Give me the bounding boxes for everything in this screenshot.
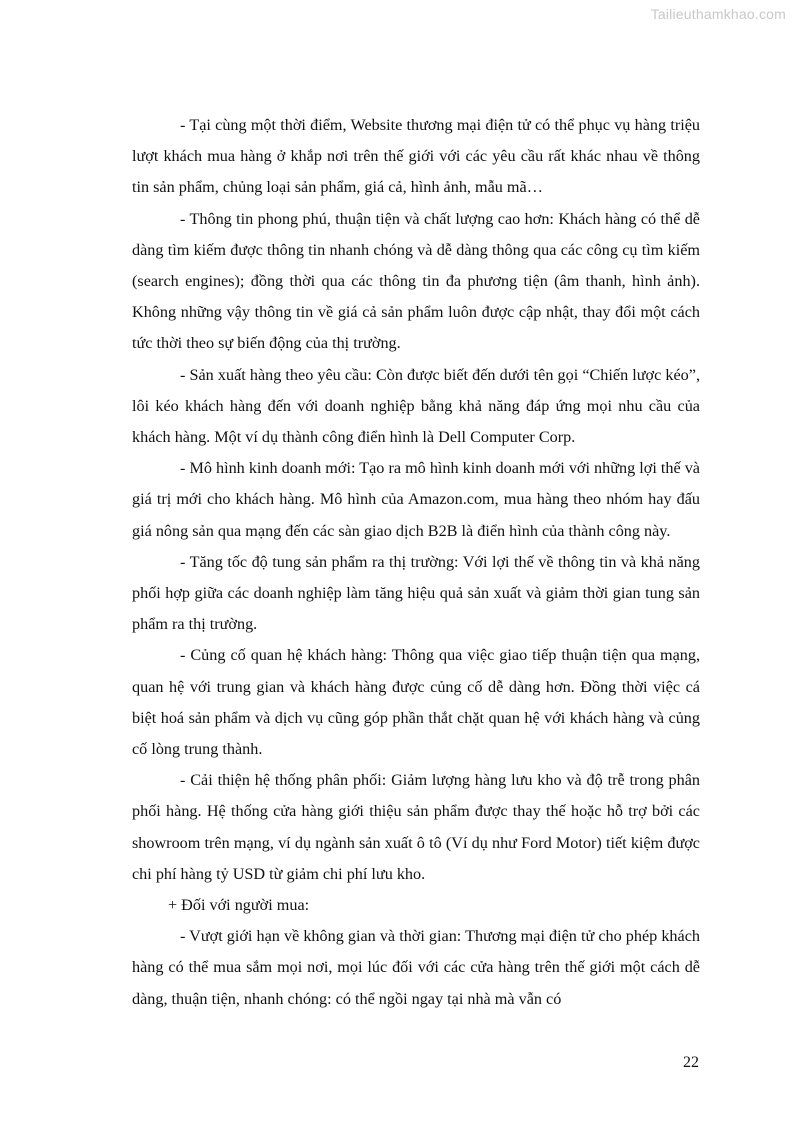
paragraph-space-time: - Vượt giới hạn về không gian và thời gian: Thương mại điện tử cho phép khách hàng có thể mua sắm mọi nơi, mọi lúc đối với các cửa hàng trên thế giới một cách dễ dàng, thuận tiện, nhanh chóng: có thể ngồi ngay tại nhà mà vẫn có [132, 927, 700, 1008]
watermark-text: Tailieuthamkhao.com [650, 6, 786, 22]
page-number: 22 [683, 1054, 699, 1071]
paragraph-information: - Thông tin phong phú, thuận tiện và chất lượng cao hơn: Khách hàng có thể dễ dàng tìm kiếm được thông tin nhanh chóng và dễ dàng thông qua các công cụ tìm kiếm (search engines); đồng thời qua các thông tin đa phương tiện (âm thanh, hình ảnh). Không những vậy thông tin về giá cả sản phẩm luôn được cập nhật, thay đổi một cách tức thời theo sự biến động của thị trường. [132, 209, 700, 353]
document-body [132, 110, 700, 1015]
paragraph-customer-relations: - Củng cố quan hệ khách hàng: Thông qua việc giao tiếp thuận tiện qua mạng, quan hệ với trung gian và khách hàng được củng cố dễ dàng hơn. Đồng thời việc cá biệt hoá sản phẩm và dịch vụ cũng góp phần thắt chặt quan hệ với khách hàng và củng cố lòng trung thành. [132, 646, 700, 759]
paragraph-distribution: - Cải thiện hệ thống phân phối: Giảm lượng hàng lưu kho và độ trễ trong phân phối hàng. Hệ thống cửa hàng giới thiệu sản phẩm được thay thế hoặc hỗ trợ bởi các showroom trên mạng, ví dụ ngành sản xuất ô tô (Ví dụ như Ford Motor) tiết kiệm được chi phí hàng tỷ USD từ giảm chi phí lưu kho. [132, 771, 700, 883]
paragraph-time-to-market: - Tăng tốc độ tung sản phẩm ra thị trường: Với lợi thế về thông tin và khả năng phối hợp giữa các doanh nghiệp làm tăng hiệu quả sản xuất và giảm thời gian tung sản phẩm ra thị trường. [132, 552, 700, 634]
paragraph-made-to-order: - Sản xuất hàng theo yêu cầu: Còn được biết đến dưới tên gọi “Chiến lược kéo”, lôi kéo khách hàng đến với doanh nghiệp bằng khả năng đáp ứng mọi nhu cầu của khách hàng. Một ví dụ thành công điển hình là Dell Computer Corp. [132, 365, 700, 447]
section-heading-buyers: + Đối với người mua: [168, 896, 310, 915]
paragraph-website-scale: - Tại cùng một thời điểm, Website thương mại điện tử có thể phục vụ hàng triệu lượt khách mua hàng ở khắp nơi trên thế giới với các yêu cầu rất khác nhau về thông tin sản phẩm, chủng loại sản phẩm, giá cả, hình ảnh, mẫu mã… [132, 116, 700, 197]
paragraph-new-business-model: - Mô hình kinh doanh mới: Tạo ra mô hình kinh doanh mới với những lợi thế và giá trị mới cho khách hàng. Mô hình của Amazon.com, mua hàng theo nhóm hay đấu giá nông sản qua mạng đến các sàn giao dịch B2B là điển hình của thành công này. [132, 459, 700, 540]
